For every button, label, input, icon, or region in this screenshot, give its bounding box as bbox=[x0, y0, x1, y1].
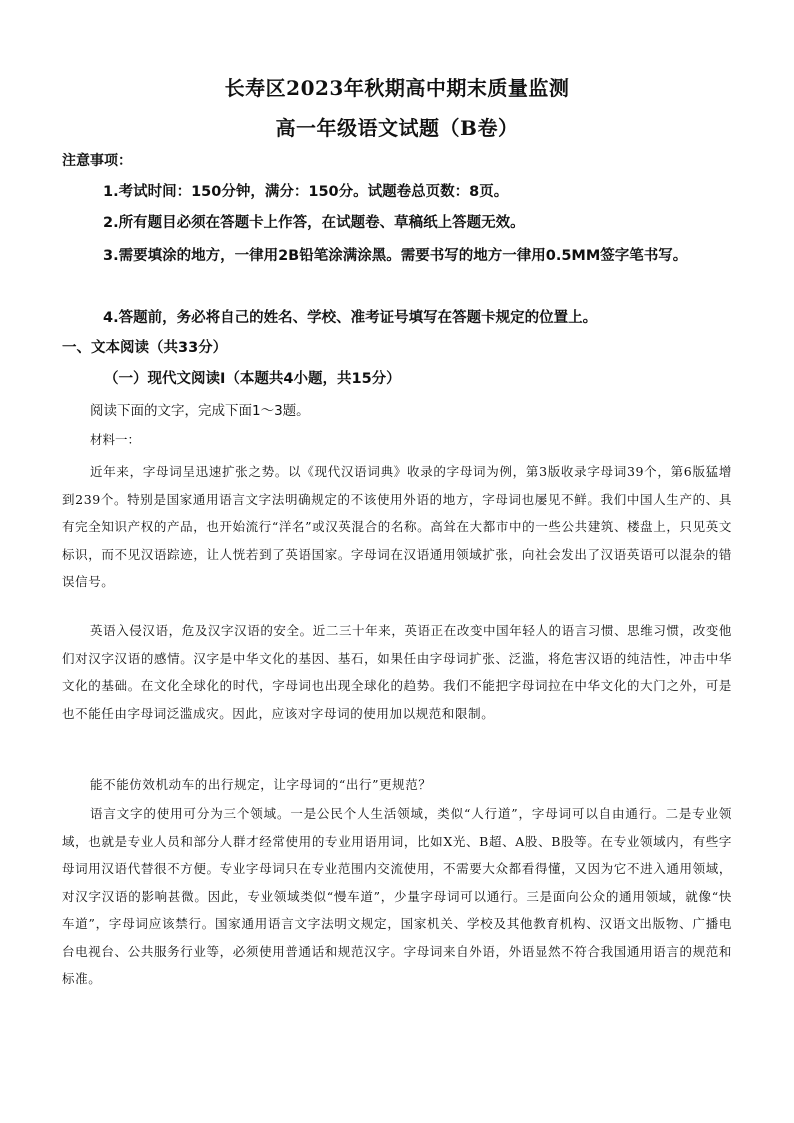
material-label: 材料一： bbox=[90, 432, 141, 447]
notice-item-4: 4.答题前，务必将自己的姓名、学校、准考证号填写在答题卡规定的位置上。 bbox=[103, 310, 598, 326]
notice-item-3: 3.需要填涂的地方，一律用2B铅笔涂满涂黑。需要书写的地方一律用0.5MM签字笔书写。 bbox=[103, 248, 688, 264]
notice-item-1: 1.考试时间：150分钟，满分：150分。试题卷总页数：8页。 bbox=[103, 184, 509, 200]
exam-subtitle: 高一年级语文试题（B卷） bbox=[275, 116, 519, 140]
exam-title: 长寿区2023年秋期高中期末质量监测 bbox=[224, 76, 570, 100]
subsection-heading: （一）现代文阅读Ⅰ（本题共4小题，共15分） bbox=[104, 371, 401, 387]
paragraph-2: 英语入侵汉语，危及汉字汉语的安全。近二三十年来，英语正在改变中国年轻人的语言习惯、思维习惯，改变他们对汉字汉语的感情。汉字是中华文化的基因、基石，如果任由字母词扩张、泛滥，将危害汉语的纯洁性，冲击中华文化的基础。在文化全球化的时代，字母词也出现全球化的趋势。我们不能把字母词拉在中华文化的大门之外，可是也不能任由字母词泛滥成灾。因此，应该对字母词的使用加以规范和限制。 bbox=[62, 623, 732, 721]
paragraph-3: 能不能仿效机动车的出行规定，让字母词的“出行”更规范？ bbox=[90, 777, 432, 792]
notice-item-2: 2.所有题目必须在答题卡上作答，在试题卷、草稿纸上答题无效。 bbox=[103, 215, 525, 231]
section-heading: 一、文本阅读（共33分） bbox=[62, 340, 228, 356]
reading-instruction: 阅读下面的文字，完成下面1～3题。 bbox=[90, 403, 310, 419]
notice-heading: 注意事项： bbox=[62, 153, 132, 169]
paragraph-1: 近年来，字母词呈迅速扩张之势。以《现代汉语词典》收录的字母词为例，第3版收录字母词39个，第6版猛增到239个。特别是国家通用语言文字法明确规定的不该使用外语的地方，字母词也屡见不鲜。我们中国人生产的、具有完全知识产权的产品，也开始流行“洋名”或汉英混合的名称。高耸在大都市中的一些公共建筑、楼盘上，只见英文标识，而不见汉语踪迹，让人恍若到了英语国家。字母词在汉语通用领域扩张，向社会发出了汉语英语可以混杂的错误信号。 bbox=[62, 464, 732, 589]
paragraph-4: 语言文字的使用可分为三个领域。一是公民个人生活领域，类似“人行道”，字母词可以自由通行。二是专业领域，也就是专业人员和部分人群才经常使用的专业用语用词，比如X光、B超、A股、B股等。在专业领域内，有些字母词用汉语代替很不方便。专业字母词只在专业范围内交流使用，不需要大众都看得懂，又因为它不进入通用领域，对汉字汉语的影响甚微。因此，专业领域类似“慢车道”，少量字母词可以通行。三是面向公众的通用领域，就像“快车道”，字母词应该禁行。国家通用语言文字法明文规定，国家机关、学校及其他教育机构、汉语文出版物、广播电台电视台、公共服务行业等，必须使用普通话和规范汉字。字母词来自外语，外语显然不符合我国通用语言的规范和标准。 bbox=[62, 806, 732, 986]
